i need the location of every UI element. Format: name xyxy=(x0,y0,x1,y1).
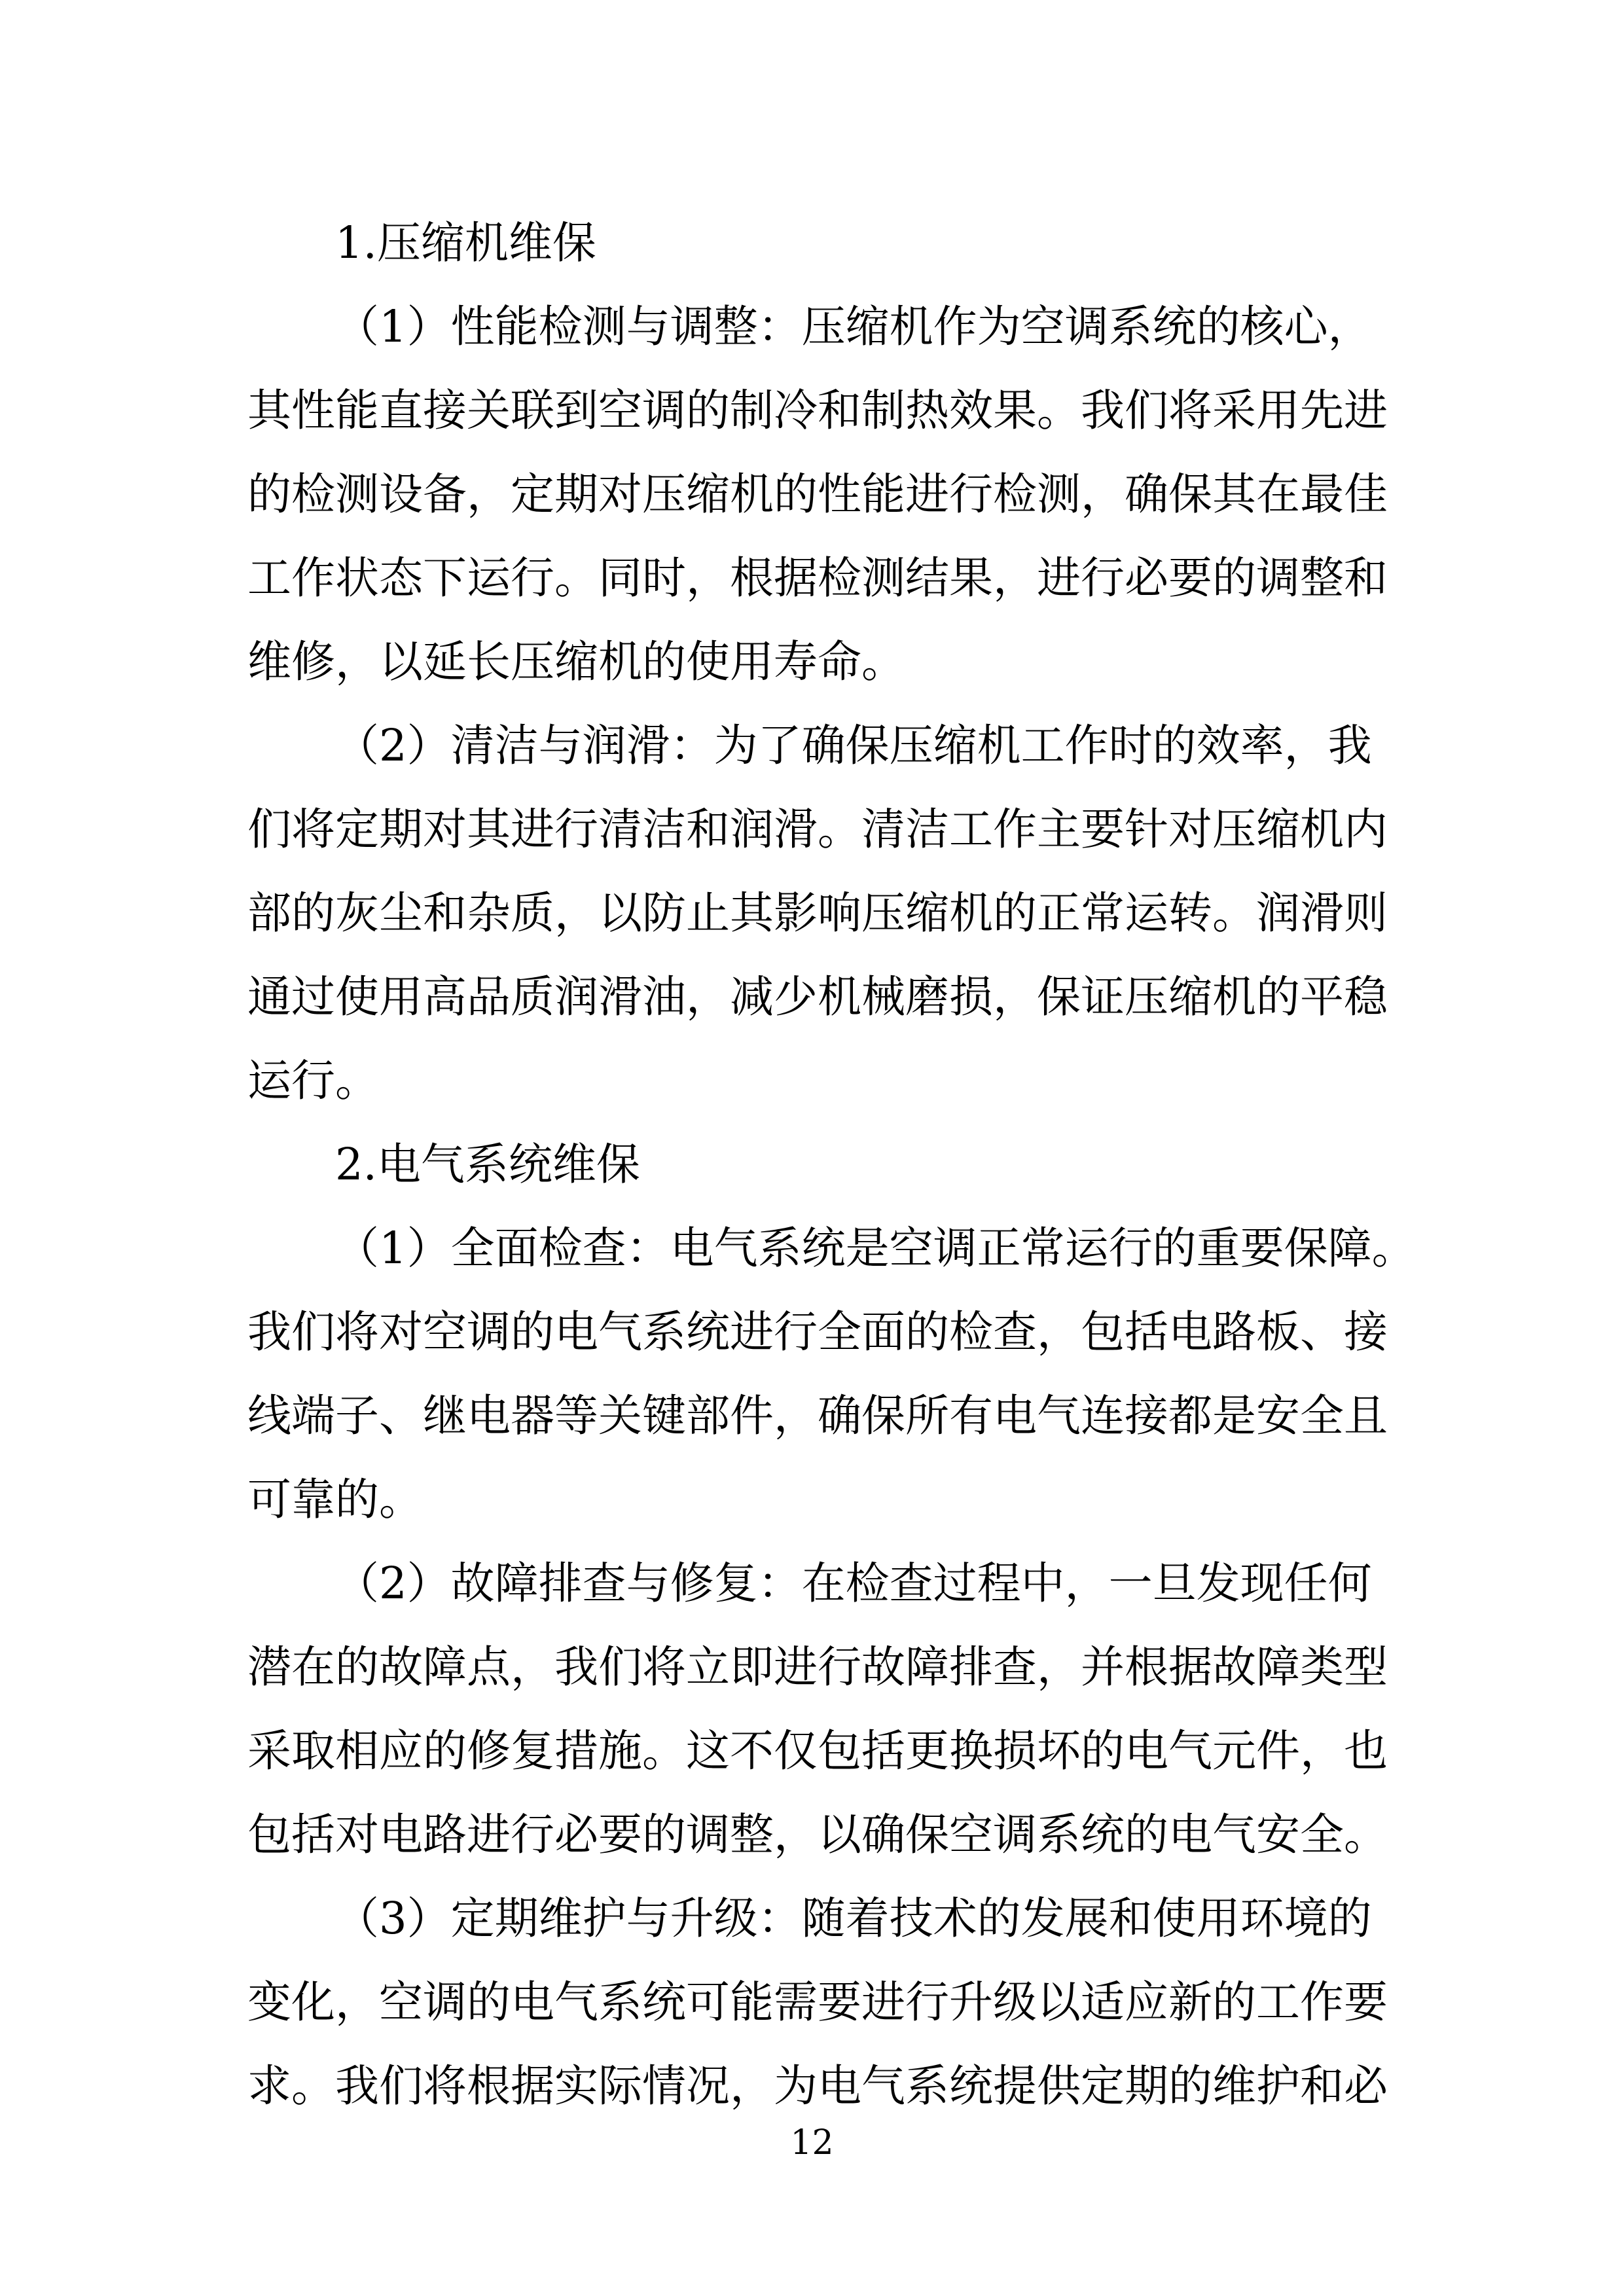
paragraph-line: 通过使用高品质润滑油，减少机械磨损，保证压缩机的平稳 xyxy=(247,971,1388,1022)
paragraph-line: （1）性能检测与调整：压缩机作为空调系统的核心， xyxy=(335,301,1372,352)
paragraph-line: （3）定期维护与升级：随着技术的发展和使用环境的 xyxy=(335,1893,1372,1944)
paragraph-line: 其性能直接关联到空调的制冷和制热效果。我们将采用先进 xyxy=(247,385,1388,436)
paragraph-line: 部的灰尘和杂质，以防止其影响压缩机的正常运转。润滑则 xyxy=(247,888,1388,939)
paragraph-line: （1）全面检查：电气系统是空调正常运行的重要保障。 xyxy=(335,1223,1416,1274)
paragraph-line: 变化，空调的电气系统可能需要进行升级以适应新的工作要 xyxy=(247,1977,1388,2028)
paragraph-line: 的检测设备，定期对压缩机的性能进行检测，确保其在最佳 xyxy=(247,469,1388,520)
paragraph-line: 包括对电路进行必要的调整，以确保空调系统的电气安全。 xyxy=(247,1809,1388,1860)
paragraph-line: 维修，以延长压缩机的使用寿命。 xyxy=(247,636,905,687)
section-heading: 2.电气系统维保 xyxy=(335,1139,640,1190)
paragraph-line: （2）故障排查与修复：在检查过程中，一旦发现任何 xyxy=(335,1558,1372,1609)
section-heading: 1.压缩机维保 xyxy=(335,217,596,268)
paragraph-line: 我们将对空调的电气系统进行全面的检查，包括电路板、接 xyxy=(247,1306,1388,1357)
paragraph-line: 们将定期对其进行清洁和润滑。清洁工作主要针对压缩机内 xyxy=(247,804,1388,855)
paragraph-line: 求。我们将根据实际情况，为电气系统提供定期的维护和必 xyxy=(247,2060,1388,2111)
paragraph-line: 潜在的故障点，我们将立即进行故障排查，并根据故障类型 xyxy=(247,1641,1388,1693)
paragraph-line: 工作状态下运行。同时，根据检测结果，进行必要的调整和 xyxy=(247,552,1388,603)
paragraph-line: 采取相应的修复措施。这不仅包括更换损坏的电气元件，也 xyxy=(247,1725,1388,1776)
paragraph-line: （2）清洁与润滑：为了确保压缩机工作时的效率，我 xyxy=(335,720,1372,771)
paragraph-line: 运行。 xyxy=(247,1055,379,1106)
paragraph-line: 线端子、继电器等关键部件，确保所有电气连接都是安全且 xyxy=(247,1390,1388,1441)
document-body xyxy=(247,201,1416,2128)
page-number: 12 xyxy=(790,2123,834,2162)
paragraph-line: 可靠的。 xyxy=(247,1474,423,1525)
